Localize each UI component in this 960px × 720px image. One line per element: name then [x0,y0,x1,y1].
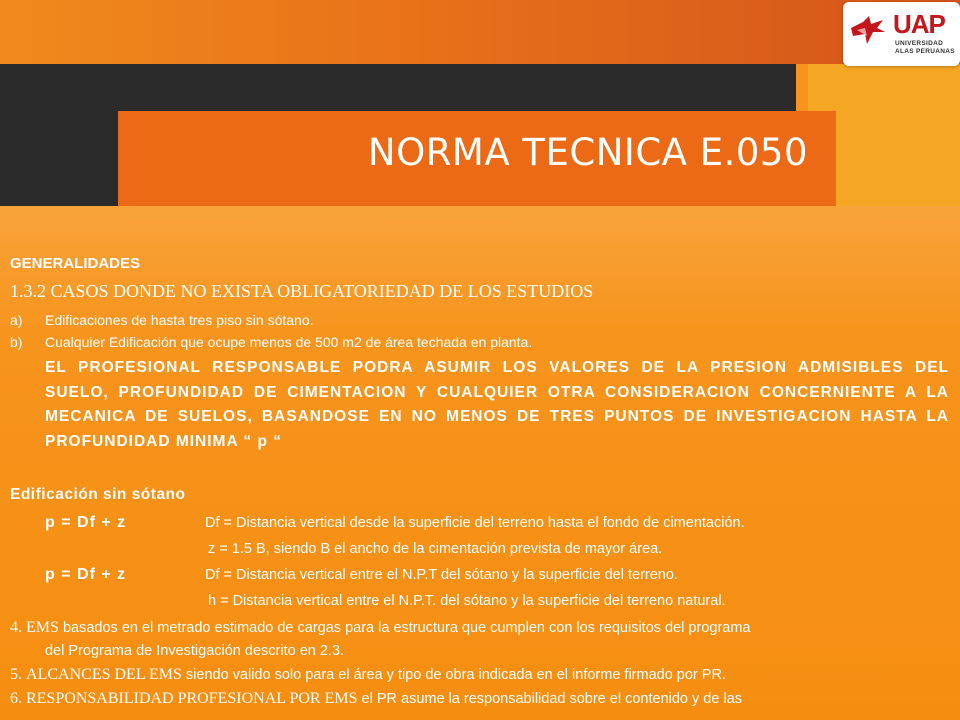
formula-1-definition-df: Df = Distancia vertical desde la superficie del terreno hasta el fondo de cimentación. [205,515,745,531]
top-band [0,0,960,64]
item-term: RESPONSABILIDAD PROFESIONAL POR EMS [26,690,358,707]
item-number: 4. [10,619,22,636]
formula-2: p = Df + z [45,566,127,583]
formula-2-definition-df: Df = Distancia vertical entre el N.P.T del sótano y la superficie del terreno. [205,567,678,583]
numbered-item [10,666,726,684]
list-item-text: Cualquier Edificación que ocupe menos de 500 m2 de área techada en planta. [45,334,533,350]
slide-title: NORMA TECNICA E.050 [367,131,808,174]
logo-name: UAP [893,9,945,39]
formula-1-definition-z: z = 1.5 B, siendo B el ancho de la cimentación prevista de mayor área. [208,541,663,557]
formula-2-definition-h: h = Distancia vertical entre el N.P.T. del sótano y la superficie del terreno natural. [208,593,726,609]
section-heading: 1.3.2 CASOS DONDE NO EXISTA OBLIGATORIEDAD DE LOS ESTUDIOS [10,281,594,301]
numbered-item-continuation: del Programa de Investigación descrito en 2.3. [45,643,345,659]
list-item [10,312,314,328]
logo-line-1: UNIVERSIDAD [895,40,944,47]
item-number: 5. [10,666,22,683]
item-text: siendo valido solo para el área y tipo de obra indicada en el informe firmado por PR. [181,667,726,683]
item-text: basados en el metrado estimado de cargas para la estructura que cumplen con los requisitos del programa [58,620,751,636]
list-item-text: Edificaciones de hasta tres piso sin sótano. [45,312,314,328]
title-bar [118,111,836,206]
item-text: el PR asume la responsabilidad sobre el contenido y de las [357,691,742,707]
list-item [10,334,532,350]
list-marker: a) [10,312,23,328]
heading-generalidades: GENERALIDADES [10,255,141,272]
condor-logo-icon [849,14,887,50]
item-number: 6. [10,690,22,707]
content-area [0,206,960,720]
university-logo [843,2,960,66]
list-marker: b) [10,334,23,350]
formula-1: p = Df + z [45,514,127,531]
numbered-item [10,619,751,637]
item-term: EMS [26,619,59,636]
main-paragraph: EL PROFESIONAL RESPONSABLE PODRA ASUMIR LOS VALORES DE LA PRESION ADMISIBLES DEL SUELO, PROFUNDIDAD DE CIMENTACION Y CUALQUIER OTRA CONSIDERACION CONCERNIENTE A LA MECANICA DE SUELOS, BASANDOSE EN NO MENOS DE TRES PUNTOS DE INVESTIGACION HASTA LA PROFUNDIDAD MINIMA “ p “ [45,359,949,450]
item-term: ALCANCES DEL EMS [26,666,182,683]
logo-line-2: ALAS PERUANAS [895,48,955,55]
numbered-item [10,690,742,708]
subheading: Edificación sin sótano [10,486,186,503]
